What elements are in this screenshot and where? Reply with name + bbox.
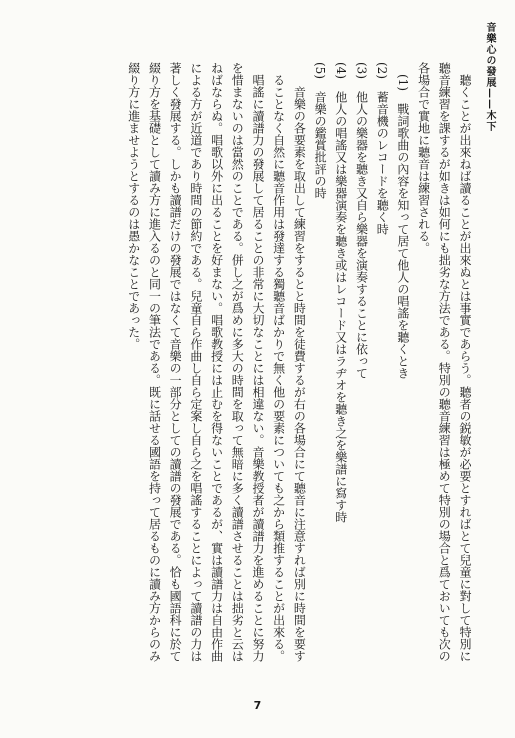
body-text — [45, 62, 475, 662]
list-number: (2) — [375, 62, 390, 79]
list-number: (3) — [354, 62, 369, 79]
list-item-2 — [371, 62, 392, 662]
running-header: 音樂心の發展——木下 — [484, 22, 495, 132]
list-item-5 — [309, 62, 330, 662]
list-text: 音樂の鑑賞批評の時 — [313, 91, 328, 199]
paragraph-reading: 唱謠に讀譜力の發展して居ることの非常に大切なことには相違ない。音樂教授者が讀譜力を進めることに努力を惜まないのは當然のことである。併し之が爲めに多大の時間を取って無暗に多く讀譜させることは拙劣と云はねばならぬ。唱歌以外に出ることを好まない。唱歌教授には止むを得ないことであるが、實は讀譜力は自由作曲による方が近道であり時間の節約である。兒童自ら作曲し自ら定案し自ら之を唱謠することによって讀譜の力は著しく發展する。しかも讀譜だけの發展ではなくて音樂の一部分としての讀譜の發展である。恰も國語科に於て綴り方を基礎として讀み方に進入るのと同一の筆法である。既に話せる國語を持って居るものに讀み方からのみ綴り方に進ませようとするのは愚かなことであった。 — [126, 62, 265, 662]
paragraph-closing: 音樂の各要素を取出して練習をするとと時間を徒費するが右の各場合にて聽音に注意すれば別に時間を要することなく自然に聽音作用は發達する獨聽音ばかりで無く他の要素についても之から類推することが出來る。 — [271, 74, 307, 662]
list-number: (1) — [395, 74, 410, 91]
paragraph-intro: 聽くことが出來ねば讀ることが出來ぬとは事實であらう。聽者の鋭敏が必要とすればとて兒童に對して特別に聽音練習を課するが如きは如何にも拙劣な方法である。特別の聽音練習は極めて特別の場合と爲ておいても次の各場合で實地に聽音は練習される。 — [416, 62, 472, 662]
list-item-1 — [392, 74, 413, 662]
list-number: (4) — [333, 62, 348, 79]
list-text: 他人の唱謠又は樂器演奏を聽き或はレコード又はラヂオを聽き之を樂譜に寫す時 — [333, 91, 348, 523]
list-item-4 — [330, 62, 351, 662]
list-number: (5) — [313, 62, 328, 79]
list-text: 蓄音機のレコードを聽く時 — [375, 91, 390, 235]
list-item-3 — [351, 62, 372, 662]
list-text: 他人の樂器を聽き又自ら樂器を演奏することに依って — [354, 91, 369, 379]
page-number: 7 — [253, 699, 262, 712]
list-text: 戰詞歌曲の內容を知って居て他人の唱謠を聽くとき — [395, 103, 410, 379]
